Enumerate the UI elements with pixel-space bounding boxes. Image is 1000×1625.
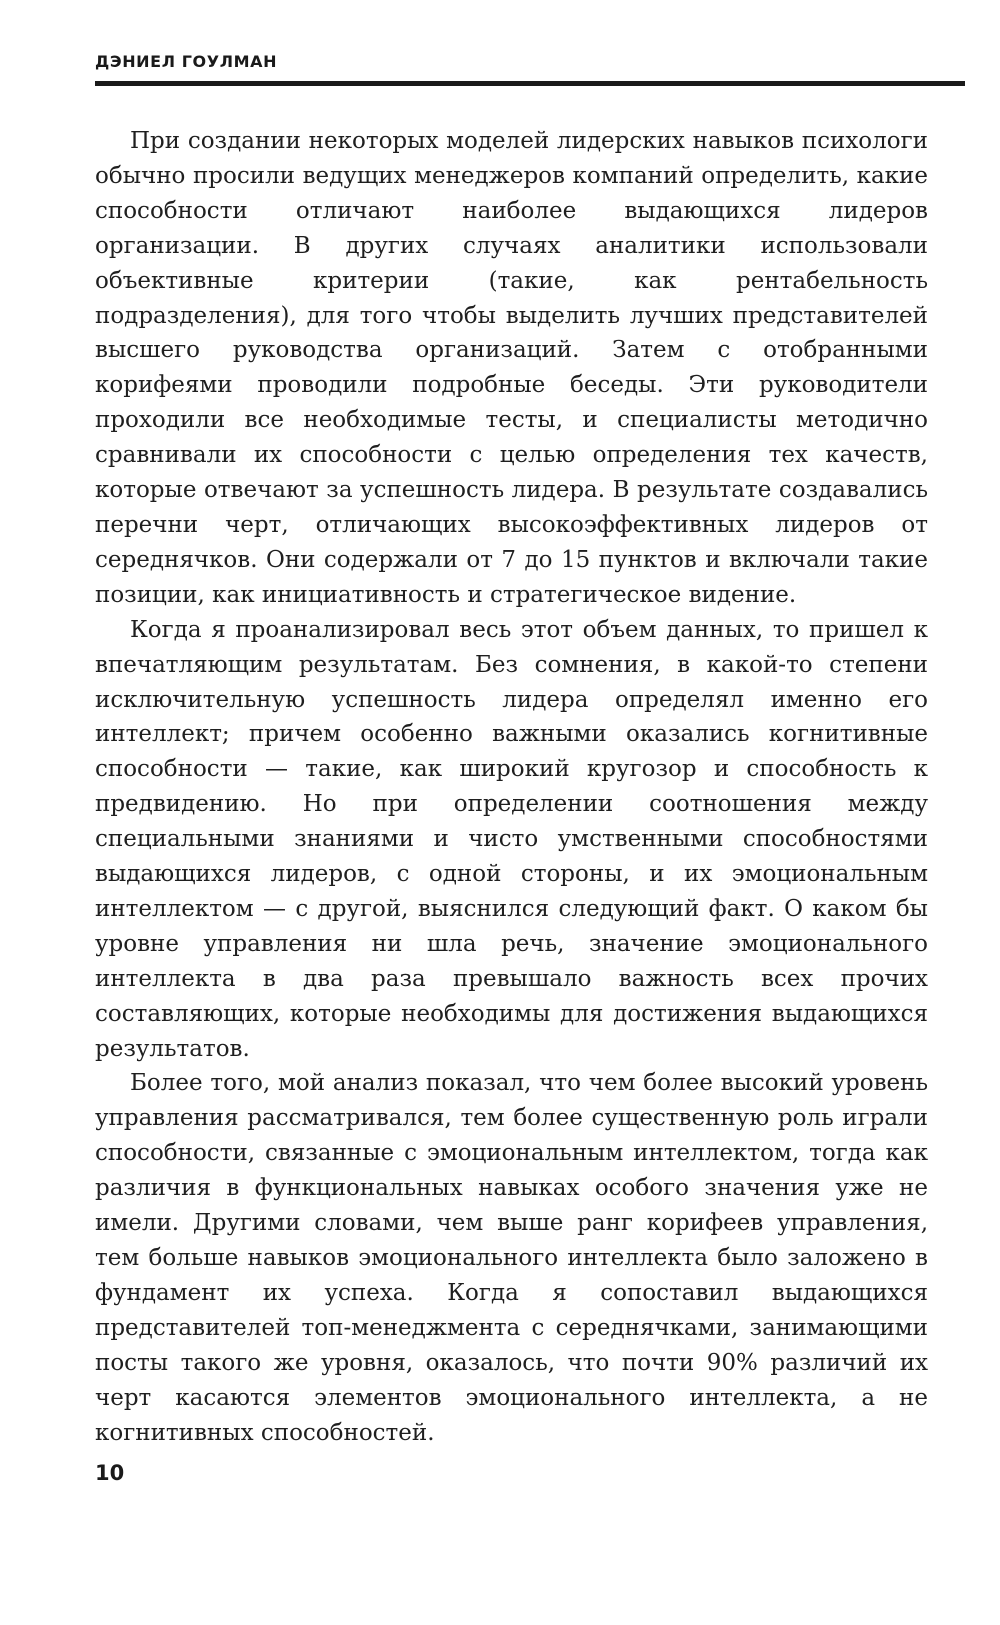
body-text	[95, 124, 928, 1450]
paragraph-3: Более того, мой анализ показал, что чем более высокий уровень управления рассматривался, тем более существенную роль играли способности, связанные с эмоциональным интеллектом, тогда как различия в функциональных навыках особого значения уже не имели. Другими словами, чем выше ранг корифеев управления, тем больше навыков эмоционального интеллекта было заложено в фундамент их успеха. Когда я сопоставил выдающихся представителей топ-менеджмента с середнячками, занимающими посты такого же уровня, оказалось, что почти 90% различий их черт касаются элементов эмоционального интеллекта, а не когнитивных способностей.	[95, 1070, 928, 1446]
paragraph-2: Когда я проанализировал весь этот объем данных, то пришел к впечатляющим результатам. Без сомнения, в какой-то степени исключительную успешность лидера определял именно его интеллект; причем особенно важными оказались когнитивные способности — такие, как широкий кругозор и способность к предвидению. Но при определении соотношения между специальными знаниями и чисто умственными способностями выдающихся лидеров, с одной стороны, и их эмоциональным интеллектом — с другой, выяснился следующий факт. О каком бы уровне управления ни шла речь, значение эмоционального интеллекта в два раза превышало важность всех прочих составляющих, которые необходимы для достижения выдающихся результатов.	[95, 616, 928, 1062]
running-head-author: ДЭНИЕЛ ГОУЛМАН	[95, 52, 278, 71]
header-rule	[95, 81, 965, 86]
paragraph-1: При создании некоторых моделей лидерских навыков психологи обычно просили ведущих менеджеров компаний определить, какие способности отличают наиболее выдающихся лидеров организации. В других случаях аналитики использовали объективные критерии (такие, как рентабельность подразделения), для того чтобы выделить лучших представителей высшего руководства организаций. Затем с отобранными корифеями проводили подробные беседы. Эти руководители проходили все необходимые тесты, и специалисты методично сравнивали их способности с целью определения тех качеств, которые отвечают за успешность лидера. В результате создавались перечни черт, отличающих высокоэффективных лидеров от середнячков. Они содержали от 7 до 15 пунктов и включали такие позиции, как инициативность и стратегическое видение.	[95, 128, 928, 608]
page-number: 10	[95, 1461, 125, 1485]
